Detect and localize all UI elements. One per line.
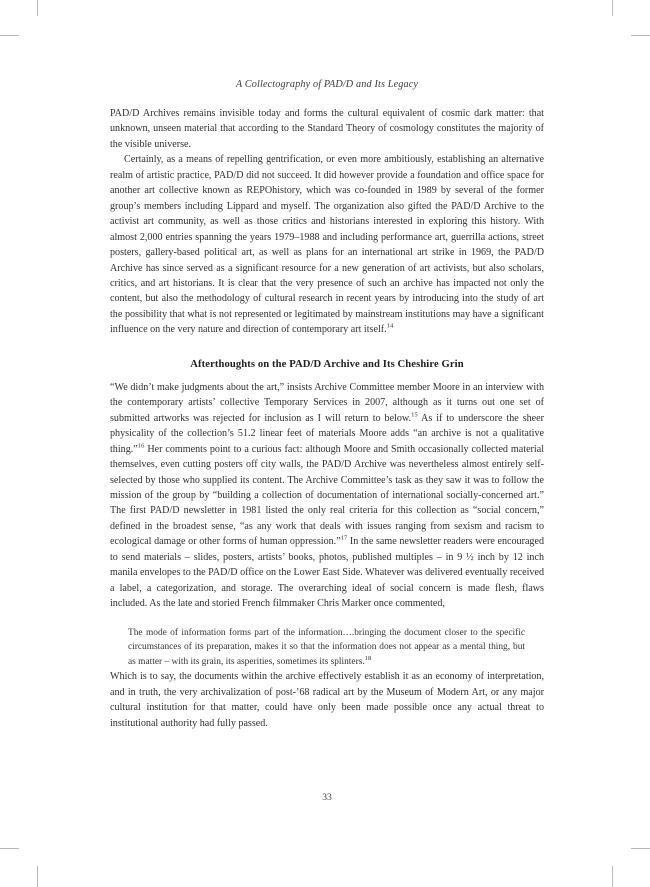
crop-mark-top-right-horizontal bbox=[631, 35, 650, 36]
footnote-marker-15: 15 bbox=[411, 411, 418, 419]
footnote-marker-16: 16 bbox=[137, 442, 145, 450]
paragraph-closing bbox=[110, 669, 544, 731]
section-heading-afterthoughts: Afterthoughts on the PAD/D Archive and Its Cheshire Grin bbox=[190, 358, 464, 370]
crop-mark-bottom-right-horizontal bbox=[631, 848, 650, 849]
page-number: 33 bbox=[322, 792, 332, 803]
paragraph-opening bbox=[110, 106, 544, 152]
paragraph-opening-text: PAD/D Archives remains invisible today and forms the cultural equivalent of cosmic dark matter: that unknown, unseen material that according to the Standard Theory of cosmology constitutes the majority of the visible universe. bbox=[110, 108, 544, 150]
footnote-marker-17: 17 bbox=[340, 534, 348, 542]
body-text-column bbox=[110, 106, 544, 731]
footnote-marker-14: 14 bbox=[386, 322, 394, 330]
paragraph-certainly bbox=[110, 152, 544, 337]
crop-mark-bottom-left-vertical bbox=[37, 866, 38, 887]
block-quote-marker bbox=[110, 626, 544, 670]
crop-mark-bottom-left-horizontal bbox=[0, 848, 19, 849]
crop-mark-top-left-horizontal bbox=[0, 35, 19, 36]
crop-mark-bottom-right-vertical bbox=[612, 866, 613, 887]
paragraph-afterthoughts bbox=[110, 380, 544, 612]
crop-mark-top-left-vertical bbox=[37, 0, 38, 16]
footnote-marker-18: 18 bbox=[364, 654, 372, 662]
block-quote-paragraph bbox=[128, 626, 525, 670]
paragraph-closing-text: Which is to say, the documents within the archive effectively establish it as an economy of interpretation, and in truth, the very archivalization of post-’68 radical art by the Museum of Modern Art, or any major cultural institution for that matter, could have only been made possible once any actual threat to institutional authority had fully passed. bbox=[110, 671, 544, 729]
paragraph-afterthoughts-seg1: “We didn’t make judgments about the art,” insists Archive Committee member Moore in an interview with the contemporary artists’ collective Temporary Services in 2007, although as it turns out one set of submitted artworks was rejected for inclusion as I will return to below. bbox=[110, 381, 544, 424]
running-head: A Collectography of PAD/D and Its Legacy bbox=[235, 79, 419, 90]
paragraph-afterthoughts-seg3: Her comments point to a curious fact: although Moore and Smith occasionally collected material themselves, even cutting posters off city walls, the PAD/D Archive was nevertheless almost entirely self-selected by those who supplied its content. The Archive Committee’s task as they saw it was to follow the mission of the group by “building a collection of documentation of international socially-concerned art.” The first PAD/D newsletter in 1981 listed the only real criteria for this collection as “social concern,” defined in the broadest sense, “as any work that deals with issues ranging from sexism and racism to ecological damage or other forms of human oppression.” bbox=[110, 443, 544, 548]
document-page bbox=[110, 0, 544, 887]
block-quote-text: The mode of information forms part of the information….bringing the document closer to the specific circumstances of its preparation, makes it so that the information does not appear as a mental thing, but as matter – with its grain, its asperities, sometimes its splinters. bbox=[128, 627, 525, 667]
paragraph-afterthoughts-seg2: As if to underscore the sheer physicality of the collection’s 51.2 linear feet of materials Moore adds “an archive is not a qualitative thing.” bbox=[110, 412, 544, 455]
paragraph-certainly-text: Certainly, as a means of repelling gentrification, or even more ambitiously, establishing an alternative realm of artistic practice, PAD/D did not succeed. It did however provide a foundation and office space for another art collective known as REPOhistory, which was co-founded in 1989 by several of the former group’s members including Lippard and myself. The organization also gifted the PAD/D Archive to the activist art community, as well as those critics and historians interested in exploring this history. With almost 2,000 entries spanning the years 1979–1988 and including performance art, guerrilla actions, street posters, gallery-based political art, as well as plans for an international art strike in 1969, the PAD/D Archive has since served as a significant resource for a new generation of art activists, but also scholars, critics, and art historians. It is clear that the very presence of such an archive has impacted not only the content, but also the methodology of cultural research in recent years by introducing into the study of art the possibility that what is not represented or legitimated by mainstream institutions may have a significant influence on the very nature and direction of contemporary art itself. bbox=[110, 154, 544, 336]
crop-mark-top-right-vertical bbox=[612, 0, 613, 16]
paragraph-afterthoughts-seg4: In the same newsletter readers were encouraged to send materials – slides, posters, artists’ books, photos, published multiples – in 9 ½ inch by 12 inch manila envelopes to the PAD/D office on the Lower East Side. Whatever was delivered eventually received a label, a categorization, and storage. The overarching ideal of social concern is made flesh, flaws included. As the late and storied French filmmaker Chris Marker once commented, bbox=[110, 536, 545, 610]
